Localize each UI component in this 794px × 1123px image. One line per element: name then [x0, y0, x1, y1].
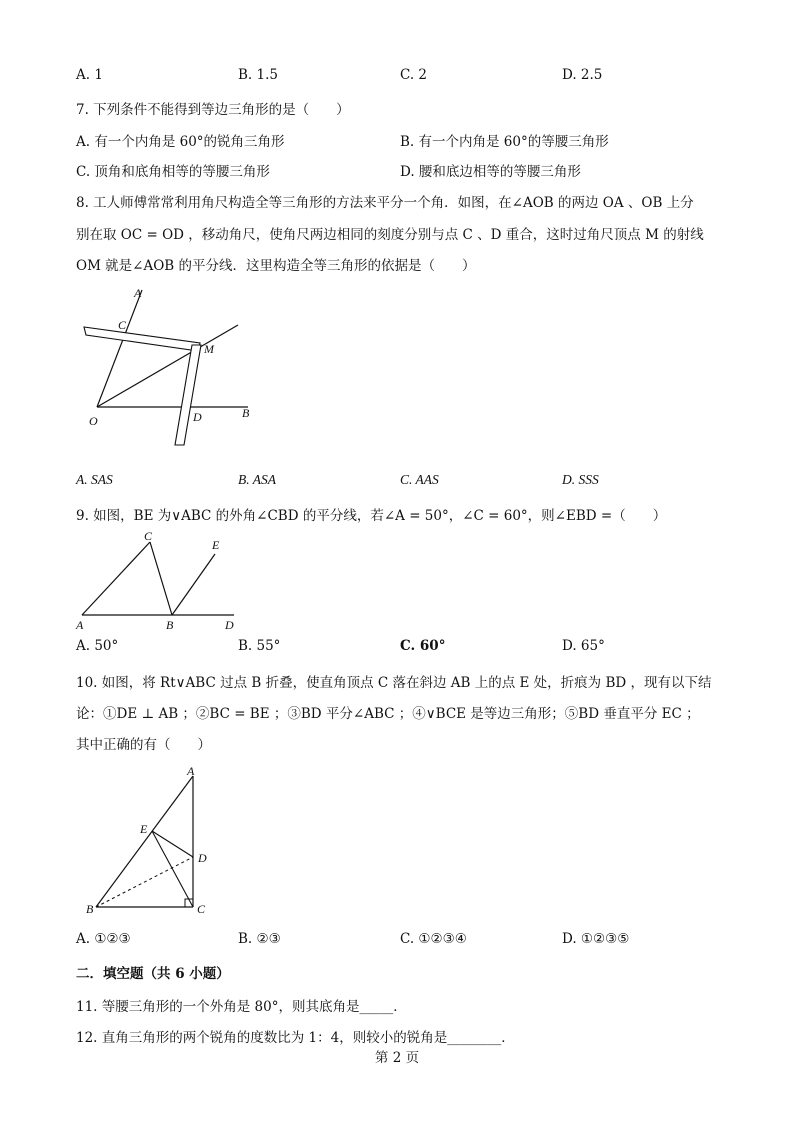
q8-label-c: C — [118, 318, 127, 332]
q8-ray-oa — [97, 290, 142, 407]
q8-ruler-arm-1 — [84, 327, 200, 351]
q8-option-d: D. SSS — [562, 472, 599, 487]
q8-stem-line1: 8. 工人师傅常常利用角尺构造全等三角形的方法来平分一个角．如图，在∠AOB 的两边 OA 、OB 上分 — [76, 195, 694, 211]
q10-option-a: A. ①②③ — [76, 931, 131, 947]
q8-label-d: D — [193, 410, 202, 424]
q10-segment-ec — [152, 831, 193, 907]
q7-option-a: A. 有一个内角是 60°的锐角三角形 — [76, 134, 285, 150]
q9-option-c: C. 60° — [400, 638, 446, 654]
q9-option-a: A. 50° — [76, 638, 119, 654]
q9-stem: 9. 如图，BE 为∨ABC 的外角∠CBD 的平分线，若∠A = 50°，∠C = 60°，则∠EBD =（ ） — [76, 508, 667, 524]
q10-option-b: B. ②③ — [238, 931, 281, 947]
q10-label-d: D — [198, 851, 207, 865]
q8-stem-line3: OM 就是∠AOB 的平分线．这里构造全等三角形的依据是（ ） — [76, 258, 476, 274]
q10-stem-line1: 10. 如图，将 Rt∨ABC 过点 B 折叠，使直角顶点 C 落在斜边 AB 上的点 E 处，折痕为 BD ，现有以下结 — [76, 675, 712, 691]
q12-stem: 12. 直角三角形的两个锐角的度数比为 1：4，则较小的锐角是________． — [76, 1030, 515, 1046]
q9-side-ac — [82, 542, 150, 615]
q10-crease-bd — [96, 857, 193, 907]
q10-label-a: A — [187, 764, 195, 778]
q8-label-m: M — [204, 342, 214, 356]
q8-option-b: B. ASA — [238, 472, 276, 487]
q10-option-c: C. ①②③④ — [400, 931, 467, 947]
q10-segment-ed — [152, 831, 193, 857]
q8-label-o: O — [89, 414, 98, 428]
q8-option-c: C. AAS — [400, 472, 439, 487]
q10-stem-line3: 其中正确的有（ ） — [76, 737, 211, 753]
q9-label-c: C — [144, 529, 153, 543]
q6-option-d: D. 2.5 — [562, 67, 603, 83]
q7-option-c: C. 顶角和底角相等的等腰三角形 — [76, 164, 270, 180]
q9-side-cb — [150, 542, 172, 615]
q7-stem: 7. 下列条件不能得到等边三角形的是（ ） — [76, 102, 350, 118]
q10-figure — [80, 760, 220, 920]
q11-stem: 11. 等腰三角形的一个外角是 80°，则其底角是_____． — [76, 999, 407, 1015]
q8-label-b: B — [242, 406, 250, 420]
q9-label-b: B — [166, 618, 174, 632]
q10-label-e: E — [140, 822, 148, 836]
q9-figure — [70, 528, 250, 634]
section-fill-in-heading: 二．填空题（共 6 小题） — [76, 966, 230, 982]
q10-option-d: D. ①②③⑤ — [562, 931, 630, 947]
q10-label-b: B — [86, 902, 94, 916]
q9-option-d: D. 65° — [562, 638, 605, 654]
page-number: 第 2 页 — [374, 1050, 420, 1066]
q8-figure — [70, 283, 260, 453]
q7-option-d: D. 腰和底边相等的等腰三角形 — [400, 164, 581, 180]
q9-label-d: D — [225, 618, 234, 632]
q10-label-c: C — [197, 902, 206, 916]
q9-label-a: A — [76, 618, 84, 632]
q9-label-e: E — [212, 538, 220, 552]
q7-option-b: B. 有一个内角是 60°的等腰三角形 — [400, 134, 609, 150]
q6-option-a: A. 1 — [76, 67, 103, 83]
q10-side-ab — [96, 776, 193, 907]
q8-label-a: A — [134, 286, 142, 300]
q8-stem-line2: 别在取 OC = OD ，移动角尺，使角尺两边相同的刻度分别与点 C 、D 重合，这时过角尺顶点 M 的射线 — [76, 227, 704, 243]
q10-stem-line2: 论：①DE ⊥ AB ；②BC = BE ；③BD 平分∠ABC ；④∨BCE 是等边三角形；⑤BD 垂直平分 EC ； — [76, 706, 700, 722]
q8-option-a: A. SAS — [76, 472, 113, 487]
q9-bisector-be — [172, 554, 215, 615]
q9-option-b: B. 55° — [238, 638, 281, 654]
q6-option-b: B. 1.5 — [238, 67, 278, 83]
q6-option-c: C. 2 — [400, 67, 428, 83]
